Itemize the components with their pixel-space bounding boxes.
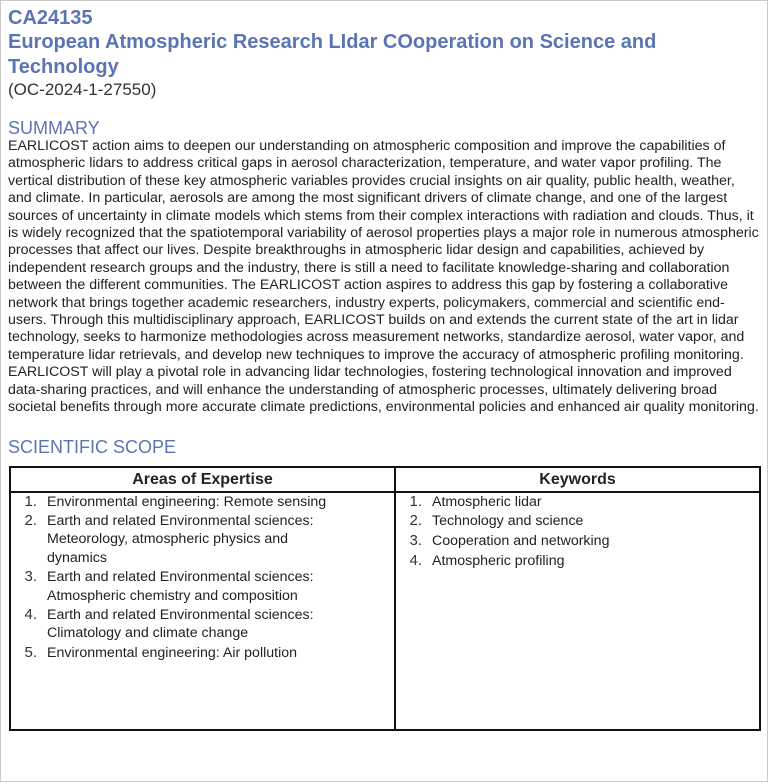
- proposal-reference: (OC-2024-1-27550): [8, 80, 157, 99]
- areas-list: [11, 493, 394, 663]
- keywords-list: [396, 493, 759, 570]
- summary-heading: SUMMARY: [8, 118, 100, 138]
- list-item: 1. Environmental engineering: Remote sensing: [24, 492, 327, 510]
- list-item: 4. Earth and related Environmental sciences: Climatology and climate change: [24, 606, 314, 642]
- scientific-scope-heading: SCIENTIFIC SCOPE: [8, 436, 177, 457]
- list-item: 5. Environmental engineering: Air pollution: [24, 644, 298, 662]
- areas-cell: [10, 492, 395, 730]
- action-title: European Atmospheric Research LIdar COoperation on Science and Technology: [8, 31, 657, 78]
- list-item: 2. Technology and science: [409, 512, 584, 530]
- scope-table: [9, 466, 761, 731]
- keywords-cell: [395, 492, 760, 730]
- list-item: 3. Cooperation and networking: [409, 531, 610, 549]
- list-item: 3. Earth and related Environmental sciences: Atmospheric chemistry and composition: [24, 568, 314, 604]
- areas-of-expertise-header: Areas of Expertise: [10, 467, 395, 492]
- list-item: 1. Atmospheric lidar: [409, 492, 542, 510]
- action-code: CA24135: [8, 7, 93, 29]
- list-item: 4. Atmospheric profiling: [409, 551, 565, 569]
- keywords-header: Keywords: [395, 467, 760, 492]
- summary-text: EARLICOST action aims to deepen our understanding on atmospheric composition and improve the capabilities of atmospheric lidars to address critical gaps in aerosol characterization, temperature, and water vapor profiling. The vertical distribution of these key atmospheric variables provides crucial insights on air quality, public health, weather, and climate. In particular, aerosols are among the most significant drivers of climate change, and one of the largest sources of uncertainty in climate models which stems from their complex interactions with radiation and clouds. Thus, it is widely recognized that the spatiotemporal variability of aerosol properties plays a major role in numerous atmospheric processes that affect our lives. Despite breakthroughs in atmospheric lidar design and capabilities, achieved by independent research groups and the industry, there is still a need to facilitate knowledge-sharing and collaboration between the different communities. The EARLICOST action aspires to address this gap by fostering a collaborative network that brings together academic researchers, industry experts, policymakers, commercial and scientific end-users. Through this multidisciplinary approach, EARLICOST builds on and extends the current state of the art in lidar technology, seeks to harmonize methodologies across measurement networks, standardize aerosol, water vapor, and temperature lidar retrievals, and develop new techniques to improve the accuracy of atmospheric profiling monitoring. EARLICOST will play a pivotal role in advancing lidar technologies, fostering technological innovation and improved data-sharing practices, and will enhance the understanding of atmospheric processes, ultimately delivering broad societal benefits through more accurate climate predictions, environmental policies and enhanced air quality monitoring.: [8, 138, 759, 416]
- list-item: 2. Earth and related Environmental sciences: Meteorology, atmospheric physics and dynamics: [24, 512, 314, 566]
